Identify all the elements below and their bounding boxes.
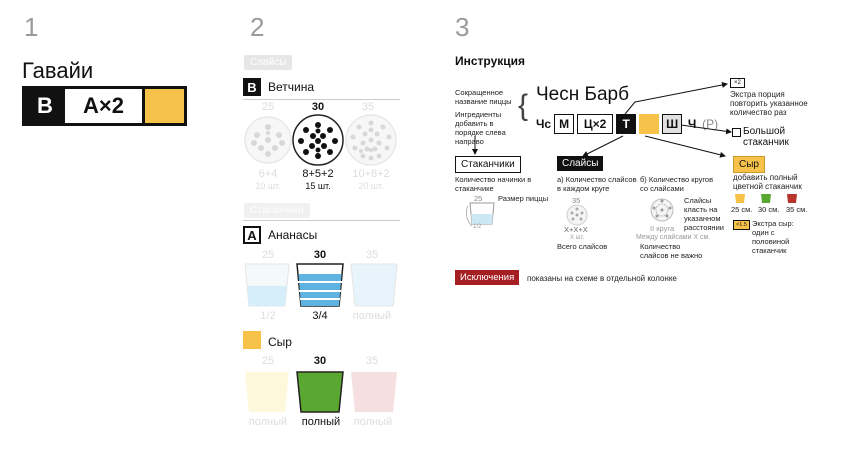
pineapple-cup-30 — [297, 264, 343, 306]
code-c-x2: Ц×2 — [577, 114, 613, 134]
ham-letter: B — [243, 78, 261, 96]
cheese-size-25: 25 — [261, 355, 275, 367]
cheese-cup-green — [761, 194, 771, 203]
slices-total: Всего слайсов — [557, 242, 608, 251]
cheese-cups — [243, 370, 403, 416]
step-number-2: 2 — [250, 12, 265, 42]
pineapple-letter: A — [243, 226, 261, 244]
ham-circle-35 — [346, 115, 396, 165]
cups-size-label: Размер пиццы — [498, 194, 549, 203]
slices-count: X шт. — [570, 235, 585, 241]
cheese-swatch — [243, 331, 261, 349]
ham-size-30: 30 — [311, 101, 325, 113]
example-pizza-name: Чесн Барб — [536, 84, 629, 105]
pineapple-size-30: 30 — [313, 249, 327, 261]
code-cheese — [145, 89, 184, 123]
divider — [243, 220, 400, 221]
slices-b-distance: Между слайсами X см. — [636, 234, 711, 241]
slices-tag: Слайсы — [244, 55, 292, 70]
ham-formula-35: 10+8+2 — [352, 168, 390, 180]
code-pineapple-x2: A×2 — [65, 89, 145, 123]
code-prefix: Чс — [536, 117, 552, 131]
pineapple-caption-35: полный — [352, 310, 392, 322]
slices-b-circle — [648, 196, 678, 224]
cups-desc: Количество начинки в стаканчике — [455, 175, 532, 193]
pineapple-label: Ананасы — [268, 228, 318, 242]
cups-size-num: 25 — [474, 194, 483, 203]
cheese-size-35-label: 35 см. — [786, 205, 808, 214]
cheese-label: Сыр — [268, 335, 292, 349]
cheese-caption-35: полный — [353, 416, 393, 428]
pizza-code-strip — [22, 86, 187, 126]
ham-size-25: 25 — [261, 101, 275, 113]
cheese-caption-30: полный — [301, 416, 341, 428]
cheese-desc: добавить полный цветной стаканчик — [733, 173, 802, 191]
cheese-size-25-label: 25 см. — [731, 205, 753, 214]
cheese-cup-yellow — [735, 194, 745, 203]
instruction-title: Инструкция — [455, 54, 526, 68]
exceptions-tag: Исключения — [455, 270, 519, 285]
cheese-size-30-label: 30 см. — [758, 205, 780, 214]
extra-text: Экстра порция повторить указанное количество раз — [730, 90, 808, 117]
code-ch: Ч — [687, 117, 697, 131]
slices-b-count: Количество слайсов не важно — [640, 242, 703, 260]
code-t: Т — [616, 114, 636, 134]
cups-fraction: 1/2 — [473, 224, 482, 230]
cheese-size-30: 30 — [313, 355, 327, 367]
exceptions-text: показаны на схеме в отдельной колонке — [527, 274, 677, 283]
cheese-cup-red — [787, 194, 797, 203]
pineapple-size-25: 25 — [261, 249, 275, 261]
code-m: М — [554, 114, 574, 134]
cheese-header: Сыр — [733, 156, 765, 173]
big-cup-text: Большой стаканчик — [743, 126, 789, 148]
cups-example-cup — [466, 200, 506, 230]
pizza-title: Гавайи — [22, 58, 94, 83]
cheese-cup-35 — [351, 372, 397, 412]
code-ham: B — [25, 89, 65, 123]
ham-count-35: 20 шт. — [358, 181, 384, 191]
code-sh: Ш — [662, 114, 682, 134]
step-number-1: 1 — [24, 12, 39, 42]
divider — [243, 99, 400, 100]
ham-count-25: 10 шт. — [255, 181, 281, 191]
cheese-cup-30 — [297, 372, 343, 412]
slices-a-desc: а) Количество слайсов в каждом круге — [557, 175, 637, 193]
brace: { — [518, 89, 529, 122]
pineapple-size-35: 35 — [365, 249, 379, 261]
ham-count-30: 15 шт. — [305, 181, 331, 191]
pineapple-cup-25 — [245, 264, 289, 306]
cups-tag: Стаканчики — [244, 203, 310, 218]
slices-formula: X+X+X — [564, 225, 588, 234]
cheese-cup-25 — [245, 372, 289, 412]
slices-header: Слайсы — [557, 156, 603, 171]
slices-b-desc: б) Количество кругов со слайсами — [640, 175, 714, 193]
cheese-caption-25: полный — [248, 416, 288, 428]
ham-pizza-circles — [243, 113, 403, 169]
cups-header: Стаканчики — [455, 156, 521, 173]
ham-size-35: 35 — [361, 101, 375, 113]
slices-size: 35 — [572, 196, 581, 205]
pineapple-cups — [243, 262, 403, 310]
ham-circle-25 — [245, 117, 291, 163]
cheese-color-cups — [733, 193, 813, 205]
cheese-extra-tag: ×1.5 — [733, 220, 750, 230]
label-ingredients: Ингредиенты добавить в порядке слева направо — [455, 110, 506, 146]
code-p: (Р) — [702, 117, 719, 131]
pineapple-caption-30: 3/4 — [312, 310, 328, 322]
extra-tag: ×2 — [730, 78, 745, 88]
ham-formula-30: 8+5+2 — [302, 168, 334, 180]
label-short-name: Сокращенное название пиццы — [455, 88, 512, 106]
cheese-size-35: 35 — [365, 355, 379, 367]
step-number-3: 3 — [455, 12, 470, 42]
ham-formula-25: 6+4 — [258, 168, 278, 180]
slices-b-circles: II круга — [650, 224, 675, 233]
pineapple-cup-35 — [351, 264, 397, 306]
big-cup-icon — [732, 128, 741, 137]
ham-circle-30 — [293, 115, 343, 165]
cheese-extra-text: Экстра сыр: один с половиной стаканчик — [752, 219, 794, 255]
ham-label: Ветчина — [268, 80, 315, 94]
slices-b-note: Слайсы класть на указанном расстоянии — [684, 196, 724, 232]
pineapple-caption-25: 1/2 — [260, 310, 276, 322]
